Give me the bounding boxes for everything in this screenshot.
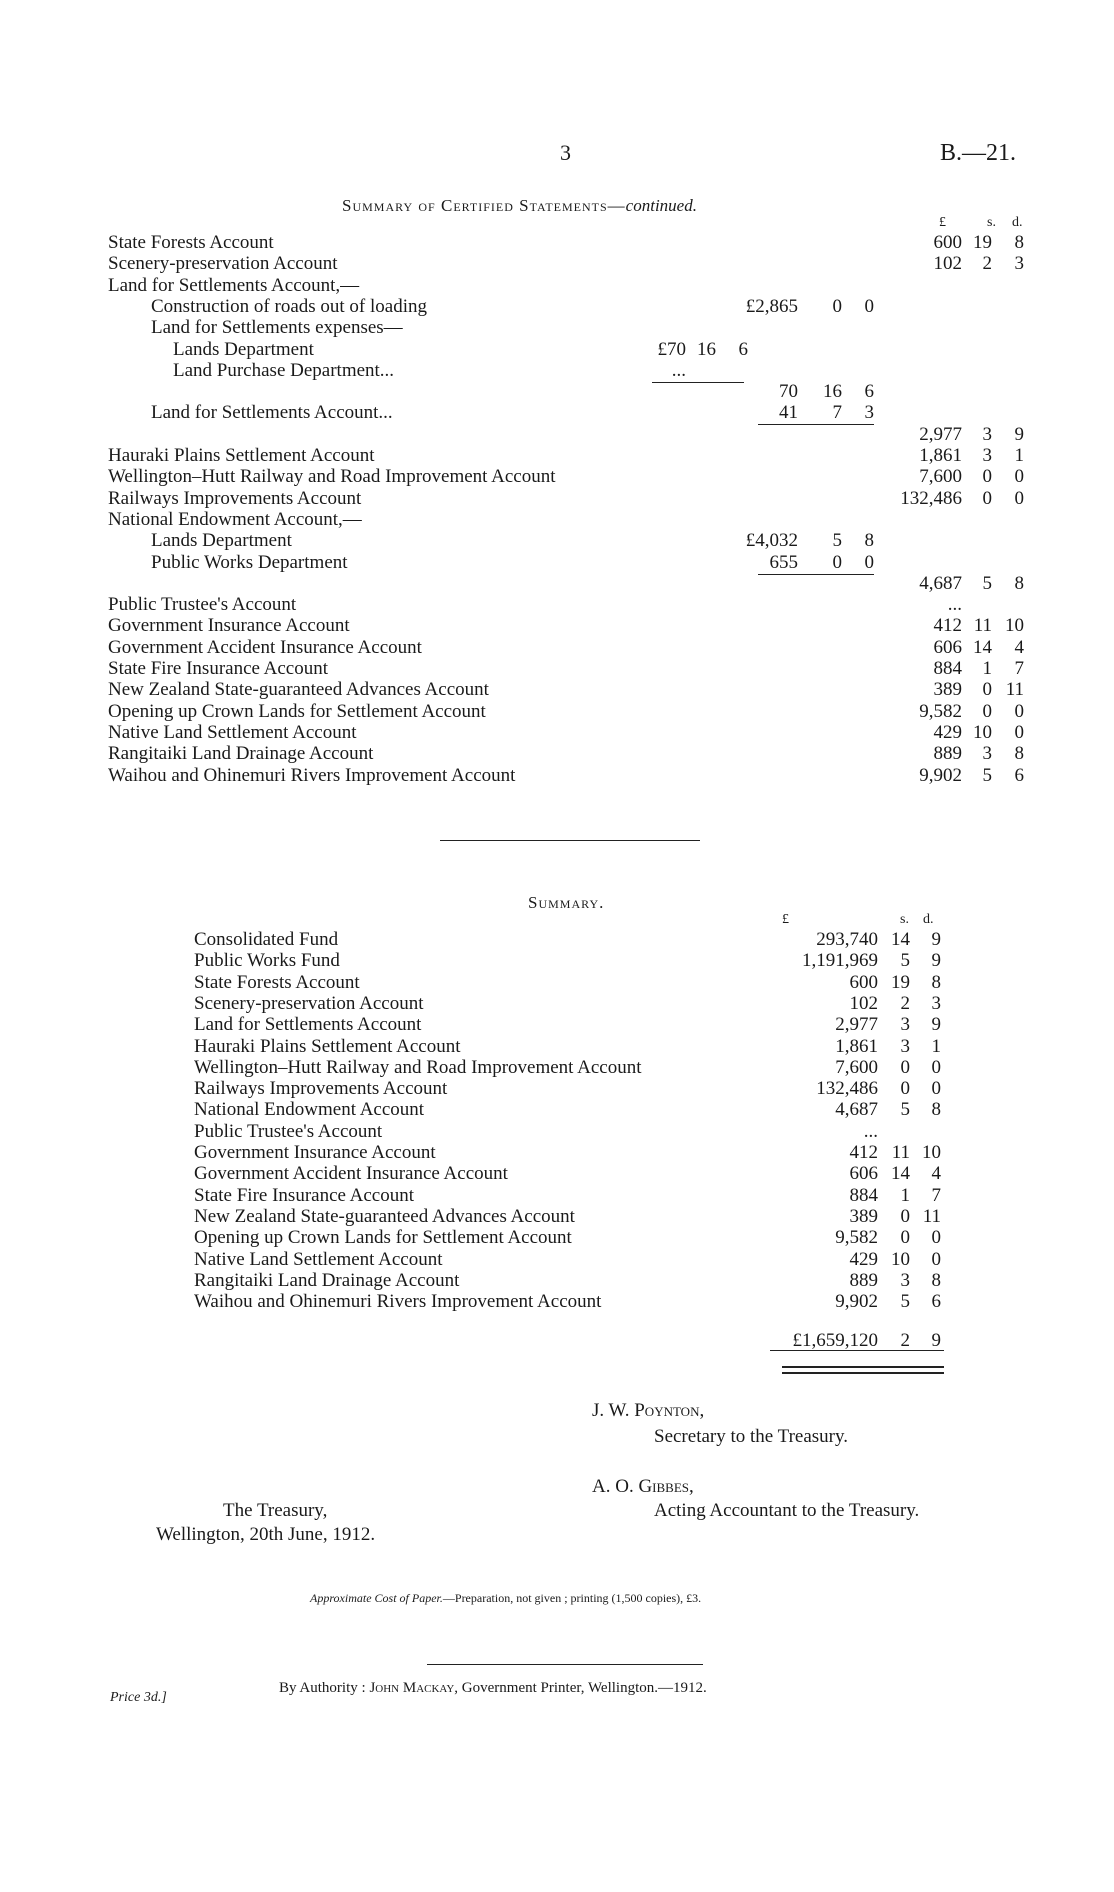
amount-pence: 3 [1014,253,1024,275]
amount-pounds: 2,977 [835,1014,878,1036]
certified-row [0,701,1114,722]
amount-pence: 6 [931,1291,941,1313]
amount-shillings: 3 [982,445,992,466]
summary-row [0,1078,1114,1099]
middle-shillings: 16 [823,381,842,403]
row-label: Land for Settlements Account [194,1014,422,1036]
row-label: Public Works Department [151,551,348,573]
amount-pounds: 9,902 [919,764,962,786]
certified-row [0,488,1114,509]
certified-row [0,232,1114,253]
amount-pence: 0 [1014,487,1024,509]
amount-shillings: 3 [982,743,992,765]
amount-pounds: 389 [933,679,962,701]
certified-row [0,530,1114,551]
amount-pounds: 4,687 [835,1099,878,1121]
amount-pounds: 600 [849,971,878,993]
certified-row [0,339,1114,360]
summary-row [0,972,1114,993]
amount-pounds: 132,486 [816,1078,878,1100]
certified-row [0,253,1114,274]
amount-pence: 0 [931,1227,941,1249]
section-divider [440,840,700,841]
amount-pence: 0 [931,1078,941,1100]
middle-pence: 6 [864,381,874,403]
summary-row [0,1099,1114,1120]
row-label: Land for Settlements Account... [151,402,393,424]
amount-pounds: 1,861 [919,445,962,466]
price: Price 3d.] [110,1690,167,1705]
amount-pounds: 2,977 [919,423,962,445]
amount-pounds: 9,582 [919,700,962,722]
middle-shillings: 0 [832,551,842,573]
amount-pounds: 9,902 [835,1291,878,1313]
row-label: Railways Improvements Account [194,1078,448,1100]
amount-pence: 9 [931,1014,941,1036]
signer2-title: Acting Accountant to the Treasury. [654,1500,920,1521]
row-label: Public Trustee's Account [108,594,297,616]
middle-pence: 0 [864,551,874,573]
row-label: Opening up Crown Lands for Settlement Account [194,1227,572,1249]
amount-shillings: 10 [973,721,992,743]
amount-shillings: 14 [973,636,992,658]
certified-row [0,381,1114,402]
total-pounds: £1,659,120 [792,1330,878,1351]
middle-shillings: 5 [832,530,842,552]
middle-pence: 3 [864,402,874,424]
row-label: Waihou and Ohinemuri Rivers Improvement Account [108,764,516,786]
amount-shillings: 1 [900,1184,910,1206]
inner-pounds: £70 [657,338,686,360]
amount-shillings: 19 [891,971,910,993]
row-label: Land Purchase Department... [173,359,395,381]
certified-row [0,552,1114,573]
amount-shillings: 10 [891,1248,910,1270]
amount-pounds: 412 [849,1142,878,1163]
cost-note: Approximate Cost of Paper.—Preparation, not given ; printing (1,500 copies), £3. [310,1591,702,1605]
col-header-pence: d. [1012,215,1023,230]
row-label: Government Accident Insurance Account [108,636,422,658]
amount-shillings: 5 [900,1291,910,1313]
treasury-place: The Treasury, [223,1500,328,1521]
middle-pounds: £2,865 [745,295,798,317]
certified-row [0,594,1114,615]
amount-pence: 8 [1014,232,1024,253]
amount-pounds: 600 [933,232,962,253]
col-header-pounds: £ [939,215,946,230]
row-label: National Endowment Account,— [108,508,362,530]
amount-pounds: 132,486 [900,487,962,509]
certified-row [0,722,1114,743]
total-pence: 9 [931,1330,941,1351]
amount-shillings: 0 [982,679,992,701]
row-label: Wellington–Hutt Railway and Road Improvement Account [194,1056,642,1078]
amount-shillings: 3 [900,1269,910,1291]
summary-row [0,1163,1114,1184]
middle-pounds: 655 [769,551,798,573]
certified-row [0,424,1114,445]
certified-row [0,679,1114,700]
certified-row [0,445,1114,466]
row-label: State Forests Account [108,232,274,253]
amount-pence: 0 [1014,700,1024,722]
middle-shillings: 7 [832,402,842,424]
row-label: Hauraki Plains Settlement Account [108,445,375,466]
summary-row [0,1291,1114,1312]
row-label: Scenery-preservation Account [194,992,424,1014]
row-label: State Fire Insurance Account [108,658,329,679]
amount-pounds: 1,861 [835,1035,878,1057]
inner-pence: 6 [738,338,748,360]
row-label: Government Insurance Account [108,615,350,637]
amount-pounds: 889 [849,1269,878,1291]
row-label: State Fire Insurance Account [194,1184,415,1206]
amount-pounds: 1,191,969 [802,950,878,972]
amount-shillings: 0 [900,1078,910,1100]
summary-row [0,1121,1114,1142]
summary-row [0,1142,1114,1163]
summary-title: Summary. [528,893,605,912]
amount-pence: 9 [1014,423,1024,445]
amount-shillings: 0 [900,1056,910,1078]
row-label: Native Land Settlement Account [194,1248,443,1270]
amount-pence: 4 [931,1163,941,1185]
amount-pounds: 884 [933,658,962,679]
amount-pounds: 7,600 [919,466,962,488]
amount-shillings: 5 [982,764,992,786]
amount-pence: 3 [931,992,941,1014]
middle-pounds: £4,032 [745,530,798,552]
footer-rule [427,1664,703,1665]
summary-row [0,950,1114,971]
certified-row [0,615,1114,636]
amount-pence: 9 [931,950,941,972]
certified-row [0,402,1114,423]
certified-row [0,573,1114,594]
summary-row [0,1270,1114,1291]
certified-row [0,509,1114,530]
summary-col-header-pence: d. [923,912,934,927]
amount-pence: 8 [931,1269,941,1291]
row-label: Waihou and Ohinemuri Rivers Improvement Account [194,1291,602,1313]
col-header-shillings: s. [987,215,996,230]
middle-pounds: 70 [779,381,798,403]
amount-pence: 7 [1014,658,1024,679]
row-label: Rangitaiki Land Drainage Account [194,1269,460,1291]
amount-pence: 11 [1005,679,1024,701]
amount-shillings: 1 [982,658,992,679]
amount-pence: 8 [1014,572,1024,594]
middle-pence: 0 [864,295,874,317]
amount-shillings: 0 [982,487,992,509]
amount-pounds: 102 [849,992,878,1014]
amount-pounds: 429 [933,721,962,743]
summary-total-row [0,1330,1114,1351]
row-label: Government Accident Insurance Account [194,1163,508,1185]
signer2-name: A. O. Gibbes, [592,1476,694,1497]
certified-row [0,466,1114,487]
amount-pence: 7 [931,1184,941,1206]
amount-shillings: 5 [900,1099,910,1121]
amount-pounds: 389 [849,1205,878,1227]
row-label: Native Land Settlement Account [108,721,357,743]
amount-pounds: 293,740 [816,929,878,950]
amount-shillings: 2 [900,992,910,1014]
amount-pence: 0 [931,1248,941,1270]
row-label: Scenery-preservation Account [108,253,338,275]
total-shillings: 2 [900,1330,910,1351]
row-label: State Forests Account [194,971,360,993]
amount-shillings: 0 [900,1227,910,1249]
summary-row [0,1014,1114,1035]
amount-shillings: 14 [891,1163,910,1185]
row-label: Wellington–Hutt Railway and Road Improvement Account [108,466,556,488]
middle-shillings: 0 [832,295,842,317]
signer1-title: Secretary to the Treasury. [654,1426,848,1447]
summary-row [0,1036,1114,1057]
amount-pence: 11 [922,1205,941,1227]
amount-shillings: 0 [900,1205,910,1227]
amount-pence: 10 [1005,615,1024,637]
row-label: Land for Settlements expenses— [151,317,403,339]
amount-pounds: 102 [933,253,962,275]
amount-pounds: 412 [933,615,962,637]
amount-pence: 0 [1014,721,1024,743]
row-label: Public Works Fund [194,950,340,972]
page-reference: B.—21. [940,140,1017,166]
amount-shillings: 19 [973,232,992,253]
summary-row [0,1206,1114,1227]
summary-row [0,1249,1114,1270]
amount-shillings: 0 [982,466,992,488]
row-label: New Zealand State-guaranteed Advances Account [108,679,489,701]
summary-row [0,993,1114,1014]
certified-row [0,296,1114,317]
amount-pence: 1 [931,1035,941,1057]
amount-shillings: 11 [973,615,992,637]
amount-pence: 8 [931,1099,941,1121]
amount-pounds: 4,687 [919,572,962,594]
amount-shillings: 0 [982,700,992,722]
amount-pence: 4 [1014,636,1024,658]
certified-row [0,637,1114,658]
row-label: Opening up Crown Lands for Settlement Account [108,700,486,722]
certified-row [0,743,1114,764]
row-label: National Endowment Account [194,1099,425,1121]
amount-pounds: 606 [933,636,962,658]
summary-row [0,1185,1114,1206]
amount-pence: 0 [1014,466,1024,488]
amount-pounds: ... [947,594,962,616]
row-label: Land for Settlements Account,— [108,274,360,296]
amount-pence: 1 [1014,445,1024,466]
row-label: Hauraki Plains Settlement Account [194,1035,461,1057]
amount-pounds: 606 [849,1163,878,1185]
middle-pence: 8 [864,530,874,552]
amount-pounds: 429 [849,1248,878,1270]
amount-shillings: 3 [900,1035,910,1057]
amount-pence: 9 [931,929,941,950]
amount-shillings: 3 [900,1014,910,1036]
certified-row [0,317,1114,338]
row-label: New Zealand State-guaranteed Advances Account [194,1205,575,1227]
amount-shillings: 11 [891,1142,910,1163]
amount-pounds: 884 [849,1184,878,1206]
amount-pence: 0 [931,1056,941,1078]
amount-shillings: 5 [982,572,992,594]
amount-shillings: 2 [982,253,992,275]
amount-shillings: 14 [891,929,910,950]
row-label: Lands Department [151,530,292,552]
inner-shillings: 16 [697,338,716,360]
certified-row [0,275,1114,296]
summary-row [0,929,1114,950]
amount-pence: 8 [1014,743,1024,765]
certified-row [0,360,1114,381]
amount-pence: 8 [931,971,941,993]
summary-col-header-shillings: s. [900,912,909,927]
row-label: Government Insurance Account [194,1142,436,1163]
row-label: Consolidated Fund [194,929,339,950]
amount-pounds: 889 [933,743,962,765]
summary-row [0,1057,1114,1078]
certified-row [0,658,1114,679]
summary-row [0,1227,1114,1248]
inner-pounds: ... [671,359,686,381]
amount-shillings: 5 [900,950,910,972]
amount-pence: 10 [922,1142,941,1163]
amount-shillings: 3 [982,423,992,445]
certified-row [0,765,1114,786]
printer-authority: By Authority : John Mackay, Government Printer, Wellington.—1912. [279,1680,707,1696]
row-label: Rangitaiki Land Drainage Account [108,743,374,765]
amount-pounds: 9,582 [835,1227,878,1249]
summary-col-header-pounds: £ [782,912,789,927]
row-label: Public Trustee's Account [194,1120,383,1142]
row-label: Lands Department [173,338,314,360]
amount-pounds: 7,600 [835,1056,878,1078]
total-double-rule [782,1366,944,1374]
amount-pence: 6 [1014,764,1024,786]
row-label: Construction of roads out of loading [151,295,427,317]
signer1-name: J. W. Poynton, [592,1400,705,1421]
row-label: Railways Improvements Account [108,487,362,509]
treasury-date: Wellington, 20th June, 1912. [156,1524,376,1545]
amount-pounds: ... [863,1120,878,1142]
certified-section-title: Summary of Certified Statements—continued. [342,196,697,215]
page-number: 3 [560,140,571,165]
middle-pounds: 41 [779,402,798,424]
